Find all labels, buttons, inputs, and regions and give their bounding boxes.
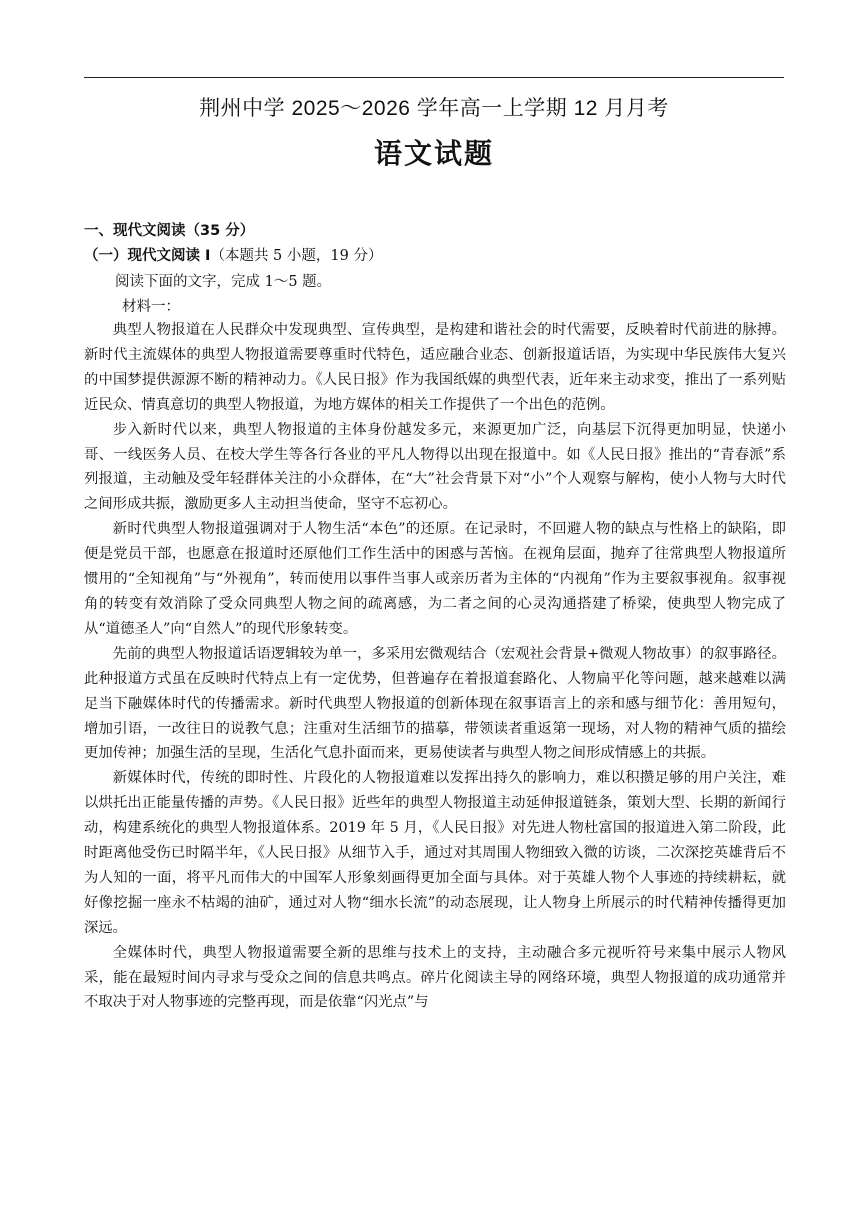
paragraph: 全媒体时代，典型人物报道需要全新的思维与技术上的支持，主动融合多元视听符号来集中展示人物风采，能在最短时间内寻求与受众之间的信息共鸣点。碎片化阅读主导的网络环境，典型人物报道的成功通常并不取决于对人物事迹的完整再现，而是依靠“闪光点”与 (84, 944, 786, 1011)
reading-instruction: 阅读下面的文字，完成 1～5 题。 (115, 274, 332, 290)
section-heading: 一、现代文阅读（35 分） (84, 223, 255, 239)
subsection-heading (84, 244, 382, 265)
paragraph: 步入新时代以来，典型人物报道的主体身份越发多元，来源更加广泛，向基层下沉得更加明显，快递小哥、一线医务人员、在校大学生等各行各业的平凡人物得以出现在报道中。如《人民日报》推出的“青春派”系列报道，主动触及受年轻群体关注的小众群体，在“大”社会背景下对“小”个人观察与解构，使小人物与大时代之间形成共振，激励更多人主动担当使命，坚守不忘初心。 (84, 421, 786, 513)
subject-title: 语文试题 (373, 137, 494, 170)
paragraph: 先前的典型人物报道话语逻辑较为单一，多采用宏微观结合（宏观社会背景+微观人物故事）的叙事路径。此种报道方式虽在反映时代特点上有一定优势，但普遍存在着报道套路化、人物扁平化等问题，越来越难以满足当下融媒体时代的传播需求。新时代典型人物报道的创新体现在叙事语言上的亲和感与细节化：善用短句，增加引语，一改往日的说教气息；注重对生活细节的描摹，带领读者重返第一现场，对人物的精神气质的描绘更加传神；加强生活的呈现，生活化气息扑面而来，更易使读者与典型人物之间形成情感上的共振。 (84, 645, 786, 762)
subsection-title: （一）现代文阅读 I (84, 248, 211, 264)
paragraph: 新媒体时代，传统的即时性、片段化的人物报道难以发挥出持久的影响力，难以积攒足够的用户关注，难以烘托出正能量传播的声势。《人民日报》近些年的典型人物报道主动延伸报道链条，策划大型、长期的新闻行动，构建系统化的典型人物报道体系。2019 年 5 月，《人民日报》对先进人物杜富国的报道进入第二阶段，此时距离他受伤已时隔半年，《人民日报》从细节入手，通过对其周围人物细致入微的访谈，二次深挖英雄背后不为人知的一面，将平凡而伟大的中国军人形象刻画得更加全面与具体。对于英雄人物个人事迹的持续耕耘，就好像挖掘一座永不枯竭的油矿，通过对人物“细水长流”的动态展现，让人物身上所展示的时代精神传播得更加深远。 (84, 770, 786, 936)
paragraph: 新时代典型人物报道强调对于人物生活“本色”的还原。在记录时，不回避人物的缺点与性格上的缺陷，即便是党员干部，也愿意在报道时还原他们工作生活中的困惑与苦恼。在视角层面，抛弃了往常典型人物报道所惯用的“全知视角”与“外视角”，转而使用以事件当事人或亲历者为主体的“内视角”作为主要叙事视角。叙事视角的转变有效消除了受众同典型人物之间的疏离感，为二者之间的心灵沟通搭建了桥梁，使典型人物完成了从“道德圣人”向“自然人”的现代形象转变。 (84, 521, 786, 637)
paragraph: 典型人物报道在人民群众中发现典型、宣传典型，是构建和谐社会的时代需要，反映着时代前进的脉搏。新时代主流媒体的典型人物报道需要尊重时代特色，适应融合业态、创新报道话语，为实现中华民族伟大复兴的中国梦提供源源不断的精神动力。《人民日报》作为我国纸媒的典型代表，近年来主动求变，推出了一系列贴近民众、情真意切的典型人物报道，为地方媒体的相关工作提供了一个出色的范例。 (84, 322, 786, 413)
material-label: 材料一： (122, 299, 180, 315)
subsection-note: （本题共 5 小题，19 分） (210, 248, 383, 264)
passage-body (84, 318, 786, 1015)
exam-title: 荆州中学 2025～2026 学年高一上学期 12 月月考 (199, 97, 669, 120)
header-rule (84, 77, 784, 78)
